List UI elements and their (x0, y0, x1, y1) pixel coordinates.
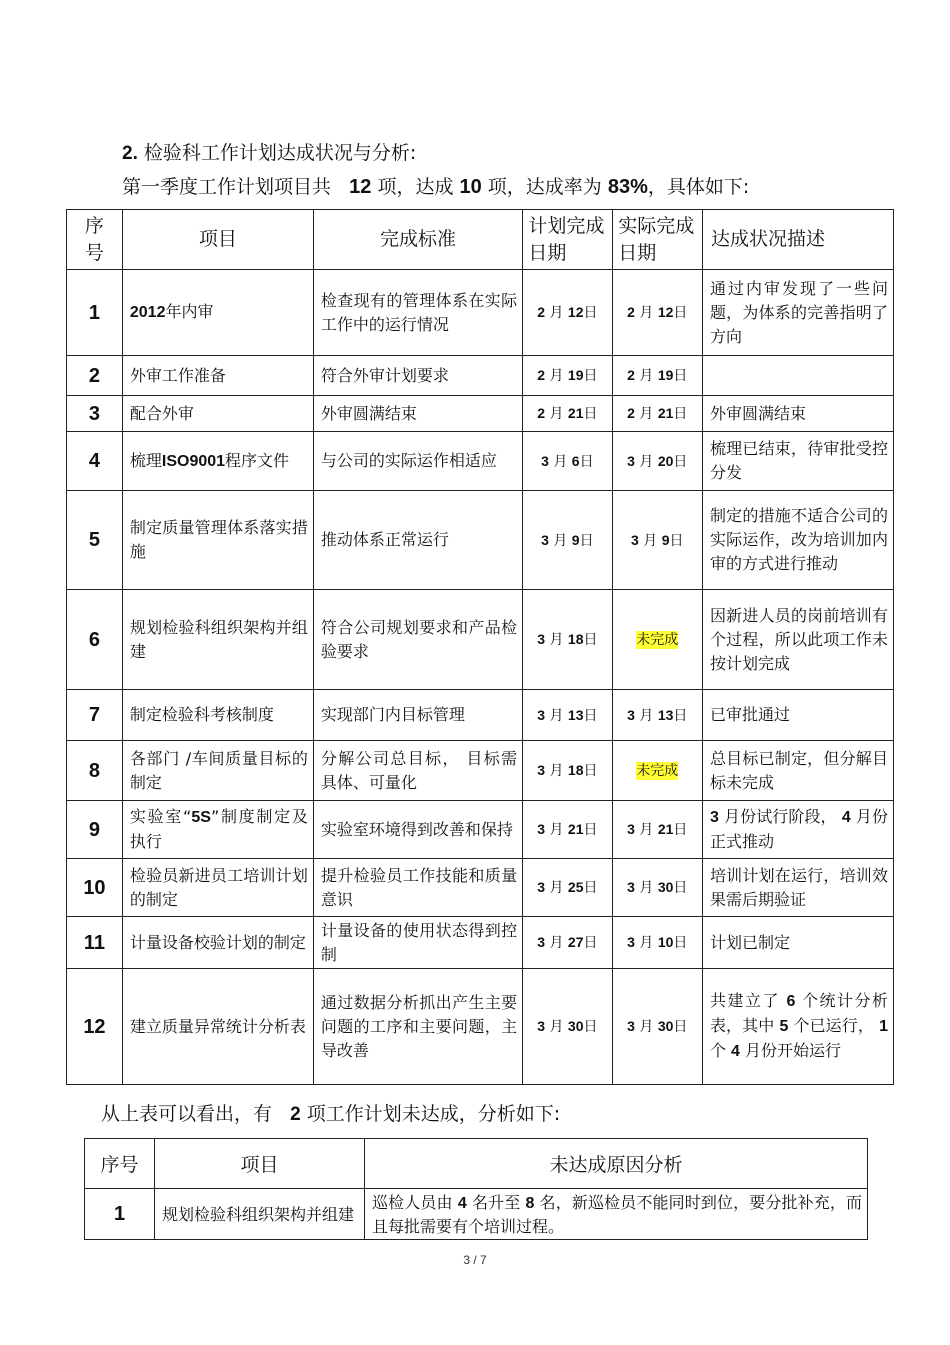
row-number: 3 (67, 396, 123, 432)
date-day-value: 12 (567, 304, 584, 320)
date-day-value: 20 (657, 452, 674, 469)
row-plan-date: 3 月 21日 (523, 801, 612, 859)
date-month-value: 3 (541, 531, 549, 548)
date-month-value: 2 (537, 304, 545, 320)
row-item-bold: 5S (191, 809, 211, 826)
row-item: 实验室“5S”制度制定及执行 (122, 801, 313, 859)
date-day-value: 13 (567, 706, 584, 723)
plan-row (67, 270, 894, 356)
row-actual-date: 3 月 9日 (612, 491, 702, 590)
row-number: 2 (67, 356, 123, 396)
row-standard: 分解公司总目标， 目标需具体、可量化 (313, 741, 522, 801)
row-item: 制定检验科考核制度 (122, 690, 313, 741)
row-plan-date: 3 月 18日 (523, 741, 612, 801)
status-highlight: 未完成 (636, 762, 679, 779)
row-item-bold: 2012 (129, 304, 166, 321)
section-title: 检验科工作计划达成状况与分析: (143, 142, 417, 164)
date-day-value: 9 (571, 531, 580, 548)
date-day-value: 10 (657, 934, 674, 950)
header-no: 序号 (67, 210, 123, 270)
row-description: 外审圆满结束 (702, 396, 893, 432)
plan-row (67, 491, 894, 590)
date-month-value: 2 (627, 367, 635, 383)
status-highlight: 未完成 (636, 631, 679, 648)
row-actual-date: 3 月 30日 (612, 859, 702, 917)
row-actual-date (612, 590, 702, 690)
date-day-value: 13 (657, 706, 674, 723)
date-day-value: 18 (567, 762, 584, 778)
summary-text-3: 项，达成率为 (487, 176, 602, 198)
desc-bold: 5 (779, 1018, 789, 1035)
row-plan-date: 3 月 30日 (523, 969, 612, 1085)
date-day-value: 30 (657, 1018, 674, 1034)
date-month-value: 3 (537, 1018, 545, 1034)
row-description: 3 月份试行阶段， 4 月份正式推动 (702, 801, 893, 859)
row-number: 4 (67, 432, 123, 491)
row-actual-date: 3 月 21日 (612, 801, 702, 859)
row-plan-date: 3 月 18日 (523, 590, 612, 690)
summary-total: 12 (349, 176, 372, 198)
header-plan-date: 计划完成日期 (523, 210, 612, 270)
row-standard: 计量设备的使用状态得到控制 (313, 917, 522, 969)
row-standard: 通过数据分析抓出产生主要问题的工序和主要问题，主导改善 (313, 969, 522, 1085)
reason-header-item: 项目 (155, 1139, 365, 1189)
summary-rate: 83% (607, 176, 648, 198)
row-plan-date: 3 月 13日 (523, 690, 612, 741)
plan-row (67, 741, 894, 801)
row-item: 外审工作准备 (122, 356, 313, 396)
header-desc: 达成状况描述 (702, 210, 893, 270)
row-description: 总目标已制定，但分解目标未完成 (702, 741, 893, 801)
plan-row (67, 356, 894, 396)
row-actual-date: 2 月 21日 (612, 396, 702, 432)
row-standard: 外审圆满结束 (313, 396, 522, 432)
row-actual-date: 3 月 10日 (612, 917, 702, 969)
reason-row-item: 规划检验科组织架构并组建 (155, 1189, 365, 1240)
row-description: 制定的措施不适合公司的实际运作，改为培训加内审的方式进行推动 (702, 491, 893, 590)
date-day-value: 18 (567, 631, 584, 647)
date-day-value: 19 (567, 367, 584, 383)
section-heading (122, 138, 416, 165)
date-day-value: 30 (567, 1018, 584, 1034)
row-actual-date: 3 月 20日 (612, 432, 702, 491)
plan-row (67, 432, 894, 491)
date-day-value: 9 (661, 531, 670, 548)
row-item: 梳理ISO9001程序文件 (122, 432, 313, 491)
row-plan-date: 3 月 9日 (523, 491, 612, 590)
date-month-value: 3 (627, 879, 635, 895)
row-number: 12 (67, 969, 123, 1085)
summary-text-1: 第一季度工作计划项目共 (122, 176, 332, 198)
analysis-text-2: 项工作计划未达成，分析如下: (306, 1103, 561, 1125)
row-item: 计量设备校验计划的制定 (122, 917, 313, 969)
row-description: 已审批通过 (702, 690, 893, 741)
reason-row-reason: 巡检人员由 4 名升至 8 名，新巡检员不能同时到位，要分批补充，而且每批需要有个培训过程。 (365, 1189, 868, 1240)
date-month-value: 3 (537, 631, 545, 647)
plan-row (67, 917, 894, 969)
page-number: 3 / 7 (463, 1253, 487, 1267)
plan-row (67, 396, 894, 432)
analysis-intro (101, 1099, 560, 1126)
row-item: 各部门 /车间质量目标的制定 (122, 741, 313, 801)
row-number: 6 (67, 590, 123, 690)
date-month-value: 2 (627, 405, 635, 421)
row-description: 通过内审发现了一些问题，为体系的完善指明了方向 (702, 270, 893, 356)
date-month-value: 3 (631, 531, 639, 548)
section-number: 2. (122, 143, 138, 164)
reason-header-reason: 未达成原因分析 (365, 1139, 868, 1189)
date-day-value: 21 (567, 821, 584, 837)
date-month-value: 3 (537, 762, 545, 778)
row-plan-date: 2 月 21日 (523, 396, 612, 432)
row-actual-date: 2 月 12日 (612, 270, 702, 356)
row-number: 1 (67, 270, 123, 356)
desc-bold: 1 (879, 1018, 888, 1035)
header-standard: 完成标准 (313, 210, 522, 270)
row-description: 计划已制定 (702, 917, 893, 969)
summary-text-4: ，具体如下: (647, 176, 750, 198)
header-actual-date: 实际完成日期 (612, 210, 702, 270)
row-description: 梳理已结束，待审批受控分发 (702, 432, 893, 491)
desc-bold: 4 (731, 1043, 740, 1060)
plan-row (67, 859, 894, 917)
plan-table (66, 209, 894, 1085)
date-month-value: 3 (537, 934, 545, 950)
row-standard: 推动体系正常运行 (313, 491, 522, 590)
reason-header-no: 序号 (85, 1139, 155, 1189)
date-day-value: 30 (657, 879, 674, 895)
row-number: 11 (67, 917, 123, 969)
plan-row (67, 969, 894, 1085)
date-day-value: 6 (571, 452, 580, 469)
analysis-count: 2 (290, 1104, 301, 1125)
row-standard: 符合公司规划要求和产品检验要求 (313, 590, 522, 690)
row-number: 5 (67, 491, 123, 590)
row-item-bold: ISO9001 (161, 452, 226, 470)
row-description: 因新进人员的岗前培训有个过程，所以此项工作未按计划完成 (702, 590, 893, 690)
row-plan-date: 3 月 25日 (523, 859, 612, 917)
row-standard: 实现部门内目标管理 (313, 690, 522, 741)
row-item: 配合外审 (122, 396, 313, 432)
row-plan-date: 3 月 6日 (523, 432, 612, 491)
date-day-value: 19 (657, 367, 674, 383)
row-number: 7 (67, 690, 123, 741)
summary-done: 10 (459, 176, 482, 198)
reason-table (84, 1138, 868, 1240)
row-actual-date: 3 月 30日 (612, 969, 702, 1085)
row-standard: 检查现有的管理体系在实际工作中的运行情况 (313, 270, 522, 356)
date-month-value: 3 (627, 1018, 635, 1034)
date-month-value: 3 (627, 452, 635, 469)
row-plan-date: 2 月 12日 (523, 270, 612, 356)
row-standard: 符合外审计划要求 (313, 356, 522, 396)
date-month-value: 3 (627, 706, 635, 723)
row-standard: 实验室环境得到改善和保持 (313, 801, 522, 859)
reason-table-header (85, 1139, 868, 1189)
date-month-value: 3 (541, 452, 549, 469)
row-number: 10 (67, 859, 123, 917)
summary-text-2: 项，达成 (377, 176, 454, 198)
date-day-value: 27 (567, 934, 584, 950)
row-standard: 与公司的实际运作相适应 (313, 432, 522, 491)
row-item: 检验员新进员工培训计划的制定 (122, 859, 313, 917)
desc-bold: 3 (709, 809, 719, 826)
row-item: 制定质量管理体系落实措施 (122, 491, 313, 590)
header-item: 项目 (122, 210, 313, 270)
row-item: 建立质量异常统计分析表 (122, 969, 313, 1085)
row-plan-date: 2 月 19日 (523, 356, 612, 396)
desc-bold: 4 (841, 809, 851, 826)
row-plan-date: 3 月 27日 (523, 917, 612, 969)
row-item: 2012年内审 (122, 270, 313, 356)
date-month-value: 2 (627, 304, 635, 320)
row-standard: 提升检验员工作技能和质量意识 (313, 859, 522, 917)
date-month-value: 2 (537, 405, 545, 421)
date-month-value: 3 (627, 821, 635, 837)
row-actual-date: 2 月 19日 (612, 356, 702, 396)
plan-row (67, 801, 894, 859)
date-month-value: 3 (537, 879, 545, 895)
plan-row (67, 690, 894, 741)
row-number: 8 (67, 741, 123, 801)
reason-row (85, 1189, 868, 1240)
row-actual-date (612, 741, 702, 801)
row-number: 9 (67, 801, 123, 859)
date-day-value: 21 (567, 405, 584, 421)
date-month-value: 2 (537, 367, 545, 383)
reason-row-no: 1 (85, 1189, 155, 1240)
row-description (702, 356, 893, 396)
desc-bold: 6 (786, 993, 796, 1010)
date-day-value: 21 (657, 821, 674, 837)
row-item: 规划检验科组织架构并组建 (122, 590, 313, 690)
plan-table-header (67, 210, 894, 270)
date-month-value: 3 (627, 934, 635, 950)
date-month-value: 3 (537, 706, 545, 723)
date-month-value: 3 (537, 821, 545, 837)
plan-table-body (67, 270, 894, 1085)
plan-row (67, 590, 894, 690)
analysis-text-1: 从上表可以看出，有 (101, 1103, 273, 1125)
row-description: 共建立了 6 个统计分析表，其中 5 个已运行， 1 个 4 月份开始运行 (702, 969, 893, 1085)
date-day-value: 21 (657, 405, 674, 421)
summary-line (122, 172, 749, 199)
row-description: 培训计划在运行，培训效果需后期验证 (702, 859, 893, 917)
row-actual-date: 3 月 13日 (612, 690, 702, 741)
date-day-value: 25 (567, 879, 584, 895)
date-day-value: 12 (657, 304, 674, 320)
